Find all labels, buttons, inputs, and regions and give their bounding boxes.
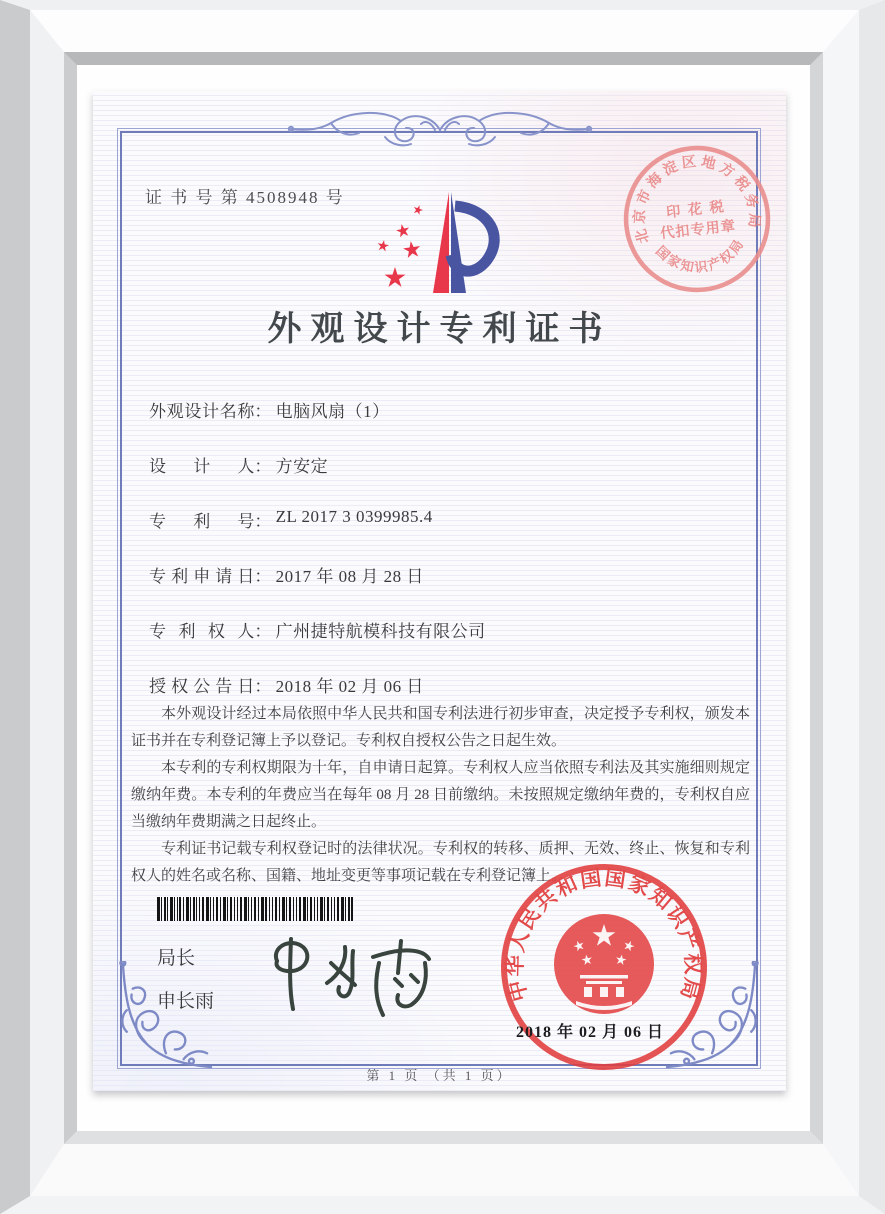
sipo-logo-icon	[370, 189, 502, 299]
stamp-arc-top-text: 北京市海淀区地方税务局	[631, 153, 763, 246]
stamp-arc-bottom-text: 国家知识产权局	[652, 235, 748, 276]
national-emblem-icon	[554, 914, 654, 1014]
field-label: 授权公告日	[149, 677, 255, 696]
field-value: 电脑风扇（1）	[275, 402, 390, 421]
seal-date: 2018 年 02 月 06 日	[515, 1024, 664, 1041]
field-label: 设计人	[149, 457, 255, 476]
page-footer: 第 1 页 （共 1 页）	[366, 1068, 513, 1083]
barcode-icon	[157, 897, 353, 921]
field-design-name: 外观设计名称： 电脑风扇（1）	[149, 397, 709, 452]
certificate-paper	[93, 91, 786, 1091]
certificate-title: 外观设计专利证书	[267, 311, 612, 348]
field-value: ZL 2017 3 0399985.4	[275, 507, 433, 526]
field-value: 广州捷特航模科技有限公司	[275, 622, 486, 641]
field-designer: 设计人： 方安定	[149, 452, 709, 507]
stamp-center-line2: 代扣专用章	[659, 218, 737, 243]
field-label: 外观设计名称	[149, 402, 255, 421]
picture-frame-face	[30, 10, 859, 1196]
director-block	[157, 943, 214, 1029]
field-patent-number: 专利号： ZL 2017 3 0399985.4	[149, 507, 433, 531]
field-value: 2017 年 08 月 28 日	[275, 567, 424, 586]
field-patentee: 专利权人： 广州捷特航模科技有限公司	[149, 617, 709, 672]
legal-paragraph: 本外观设计经过本局依照中华人民共和国专利法进行初步审查，决定授予专利权，颁发本证书并在专利登记簿上予以登记。专利权自授权公告之日起生效。	[131, 706, 750, 749]
field-value: 2018 年 02 月 06 日	[275, 677, 424, 696]
tax-stamp	[613, 135, 780, 302]
legal-paragraph: 专利证书记载专利权登记时的法律状况。专利权的转移、质押、无效、终止、恢复和专利权人的姓名或名称、国籍、地址变更等事项记载在专利登记簿上。	[131, 841, 750, 884]
field-label: 专利申请日	[149, 567, 255, 586]
picture-frame-lip	[64, 52, 823, 1144]
field-filing-date: 专利申请日： 2017 年 08 月 28 日	[149, 562, 709, 617]
mat-board	[77, 65, 810, 1131]
seal-arc-text: 中华人民共和国国家知识产权局	[502, 865, 706, 1004]
director-name: 申长雨	[157, 991, 215, 1012]
director-title: 局长	[157, 948, 196, 969]
legal-paragraph: 本专利的专利权期限为十年，自申请日起算。专利权人应当依照专利法及其实施细则规定缴纳年费。本专利的年费应当在每年 08 月 28 日前缴纳。未按照规定缴纳年费的，专利权自应当缴纳年费期满之日起终止。	[131, 760, 750, 830]
field-value: 方安定	[275, 457, 329, 476]
field-label: 专利权人	[149, 622, 255, 641]
stamp-center-line1: 印 花 税	[665, 198, 727, 222]
certificate-fields	[149, 397, 709, 727]
field-label: 专利号	[149, 512, 255, 531]
certificate-number: 证 书 号 第 4508948 号	[145, 188, 345, 207]
director-signature-icon	[261, 925, 456, 1025]
field-grant-date: 授权公告日： 2018 年 02 月 06 日	[149, 672, 709, 727]
